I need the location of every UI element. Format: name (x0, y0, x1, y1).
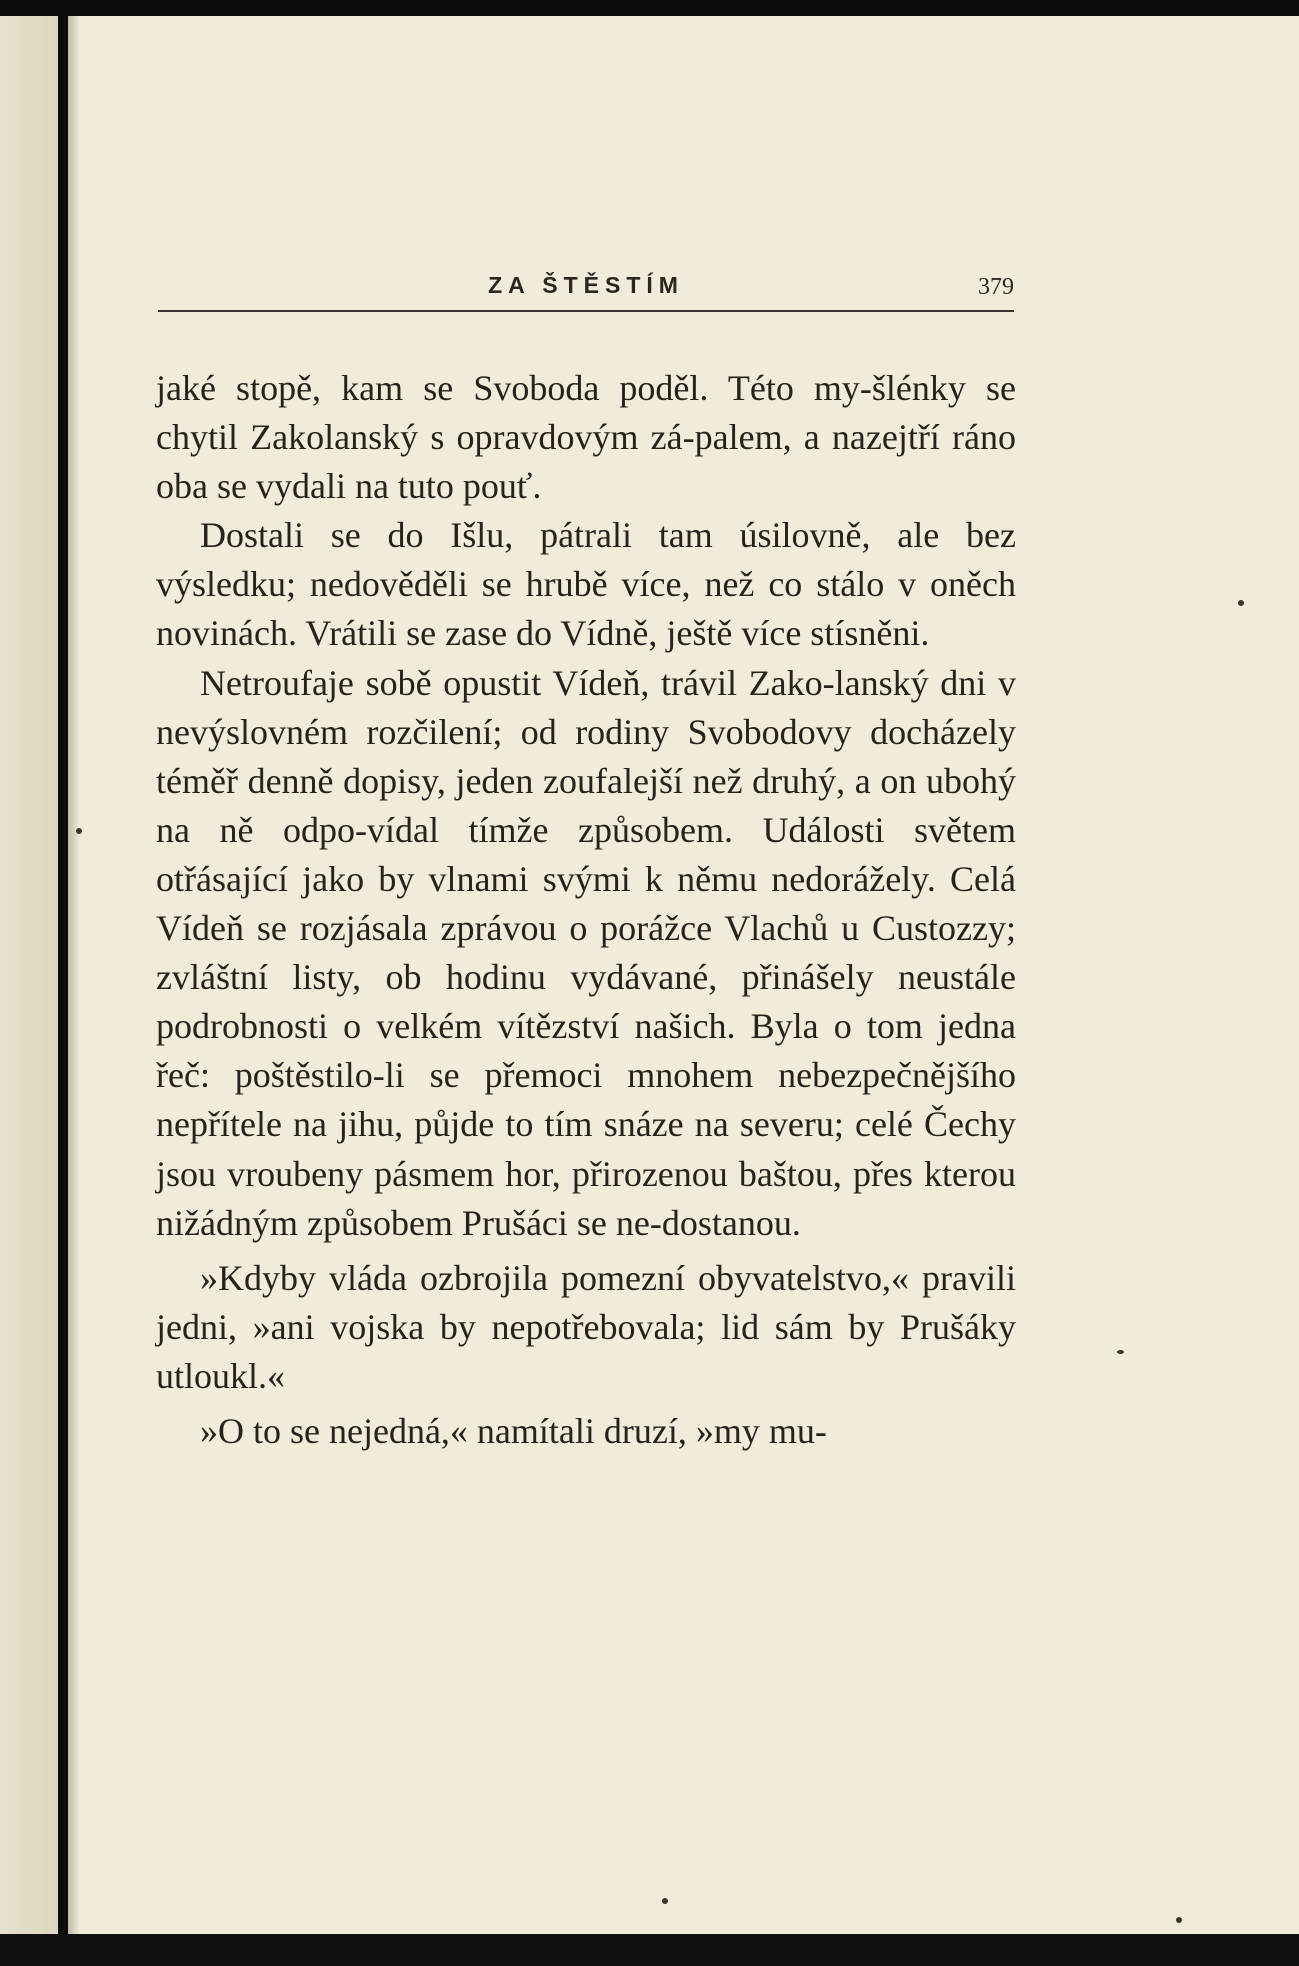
gutter-shadow (66, 14, 80, 1936)
paper-speck (1176, 1917, 1182, 1923)
top-edge (0, 0, 1299, 16)
page-number: 379 (978, 274, 1014, 300)
page-header (158, 272, 1014, 312)
paper-speck (662, 1898, 668, 1904)
paragraph: jaké stopě, kam se Svoboda poděl. Této my-šlénky se chytil Zakolanský s opravdovým zá-palem, a nazejtří ráno oba se vydali na tuto pouť. (156, 368, 1016, 507)
paper-speck (1238, 600, 1244, 606)
paragraph: »O to se nejedná,« namítali druzí, »my mu- (200, 1410, 827, 1451)
previous-page-edge (0, 14, 60, 1936)
running-title: ZA ŠTĚSTÍM (488, 272, 684, 298)
paragraph: Netroufaje sobě opustit Vídeň, trávil Zako-lanský dni v nevýslovném rozčilení; od rodiny Svobodovy docházely téměř denně dopisy, jeden zoufalejší než druhý, a on ubohý na ně odpo-vídal tímže způsobem. Události světem otřásající jako by vlnami svými k němu nedorážely. Celá Vídeň se rozjásala zprávou o porážce Vlachů u Custozzy; zvláštní listy, ob hodinu vydávané, přinášely neustále podrobnosti o velkém vítězství našich. Byla o tom jedna řeč: poštěstilo-li se přemoci mnohem nebezpečnějšího nepřítele na jihu, půjde to tím snáze na severu; celé Čechy jsou vroubeny pásmem hor, přirozenou baštou, přes kterou nižádným způsobem Prušáci se ne-dostanou. (156, 662, 1016, 1243)
header-rule (158, 310, 1014, 312)
paper-speck (1117, 1350, 1124, 1354)
body-text (156, 364, 1016, 1456)
bottom-edge (0, 1934, 1299, 1966)
paragraph: »Kdyby vláda ozbrojila pomezní obyvatelstvo,« pravili jedni, »ani vojska by nepotřebovala; lid sám by Prušáky utloukl.« (156, 1257, 1016, 1396)
book-spine (58, 0, 68, 1966)
paragraph: Dostali se do Išlu, pátrali tam úsilovně, ale bez výsledku; nedověděli se hrubě více, než co stálo v oněch novinách. Vrátili se zase do Vídně, ještě více stísněni. (156, 515, 1016, 654)
paper-speck (76, 828, 82, 834)
